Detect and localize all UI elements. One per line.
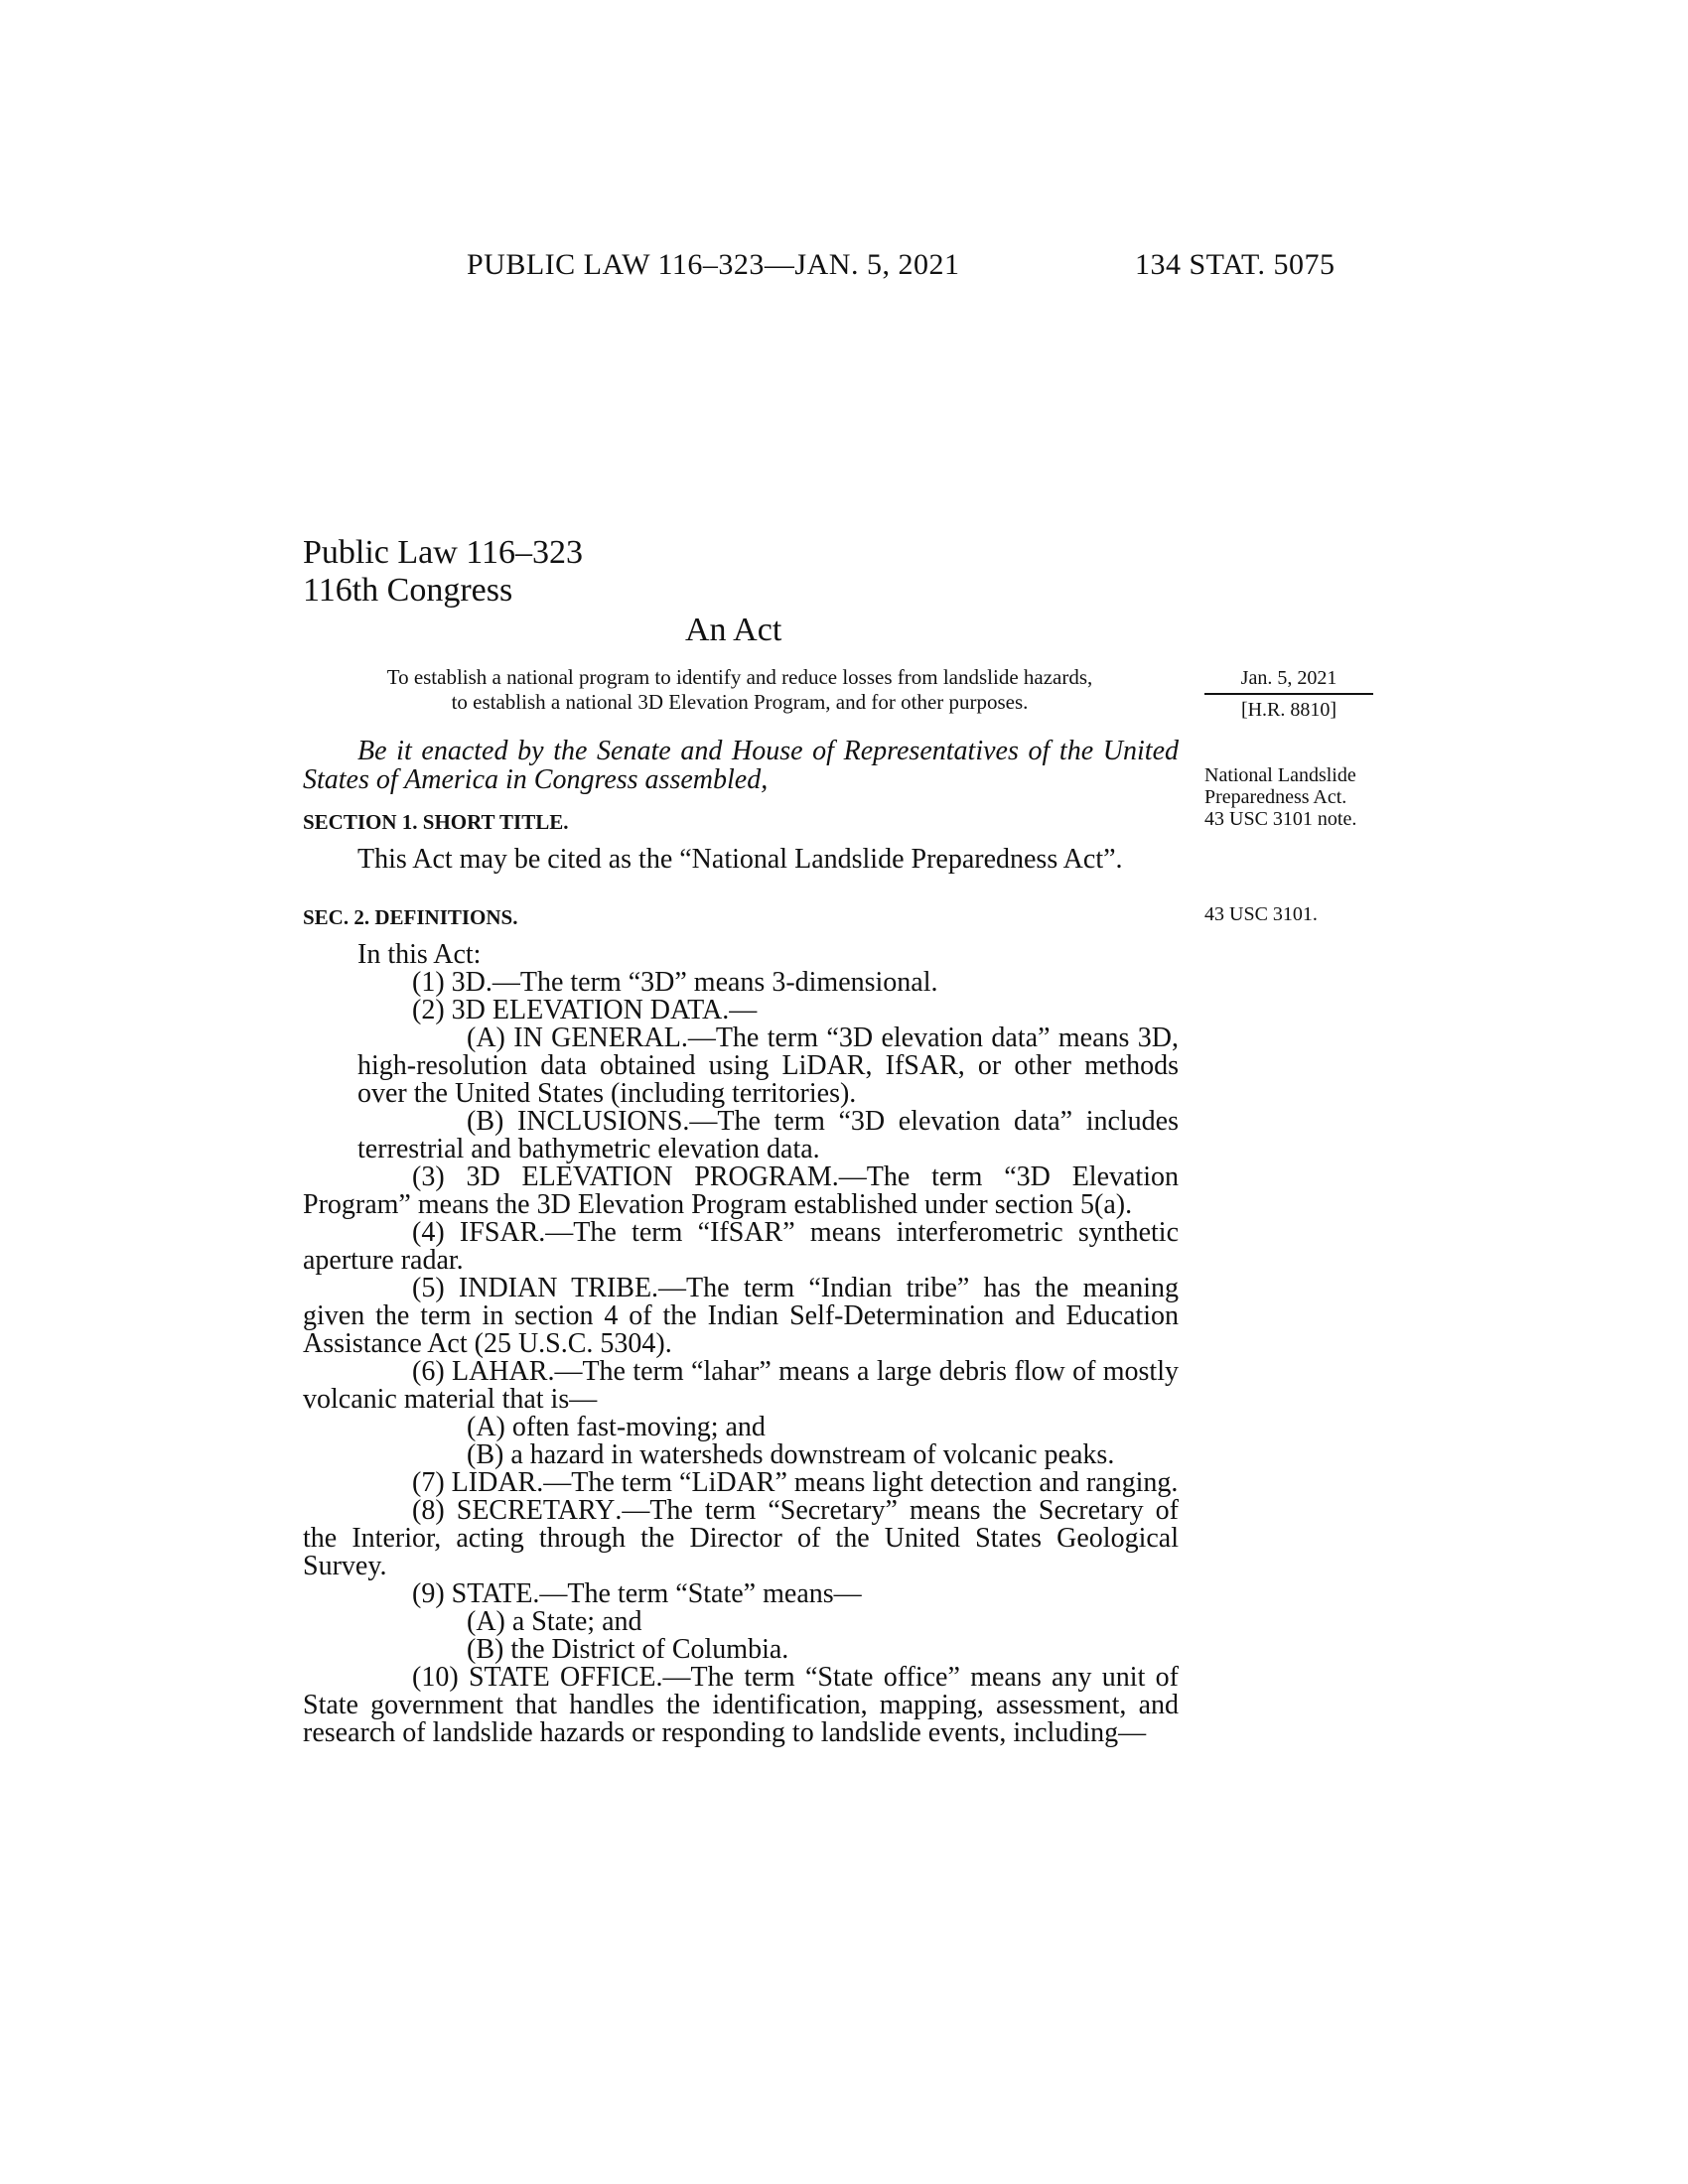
definition-5: (5) INDIAN TRIBE.—The term “Indian tribe” has the meaning given the term in section 4 of the Indian Self-Determination and Education Assistance Act (25 U.S.C. 5304). bbox=[303, 1273, 1179, 1359]
definition-9: (9) STATE.—The term “State” means— bbox=[412, 1578, 862, 1609]
enactment-date: Jan. 5, 2021 bbox=[1240, 667, 1337, 689]
section-1-heading: SECTION 1. SHORT TITLE. bbox=[303, 810, 569, 834]
law-title bbox=[303, 534, 583, 610]
definition-2a: (A) IN GENERAL.—The term “3D elevation data” means 3D, high-resolution data obtained using LiDAR, IfSAR, or other methods over the United States (including territories). bbox=[357, 1023, 1179, 1109]
sidebar-rule bbox=[1204, 693, 1373, 695]
section-2-heading: SEC. 2. DEFINITIONS. bbox=[303, 905, 518, 929]
enacting-clause: Be it enacted by the Senate and House of Representatives of the United States of America in Congress assembled, bbox=[303, 736, 1179, 795]
section-1-body: This Act may be cited as the “National Landslide Preparedness Act”. bbox=[357, 844, 1123, 875]
definition-4: (4) IFSAR.—The term “IfSAR” means interferometric synthetic aperture radar. bbox=[303, 1217, 1179, 1276]
definition-6a: (A) often fast-moving; and bbox=[467, 1412, 766, 1442]
definitions-intro: In this Act: bbox=[357, 939, 482, 970]
public-law-number: Public Law 116–323 bbox=[303, 534, 584, 571]
bill-number: [H.R. 8810] bbox=[1240, 699, 1337, 721]
section-2-body bbox=[303, 941, 1179, 1747]
definition-9a: (A) a State; and bbox=[467, 1606, 642, 1637]
definition-6: (6) LAHAR.—The term “lahar” means a large debris flow of mostly volcanic material that is— bbox=[303, 1356, 1179, 1415]
definition-2: (2) 3D ELEVATION DATA.— bbox=[412, 995, 758, 1025]
margin-note-definitions: 43 USC 3101. bbox=[1204, 903, 1318, 925]
margin-note-short-title: National Landslide Preparedness Act. 43 USC 3101 note. bbox=[1204, 764, 1357, 830]
act-heading: An Act bbox=[685, 612, 782, 648]
page-number: 134 STAT. 5075 bbox=[1135, 248, 1336, 281]
definition-3: (3) 3D ELEVATION PROGRAM.—The term “3D Elevation Program” means the 3D Elevation Program established under section 5(a). bbox=[303, 1161, 1179, 1220]
congress-number: 116th Congress bbox=[303, 572, 513, 609]
definition-1: (1) 3D.—The term “3D” means 3-dimensional. bbox=[412, 967, 938, 998]
purpose-statement: To establish a national program to identify and reduce losses from landslide hazards, to establish a national 3D Elevation Program, and for other purposes. bbox=[386, 665, 1093, 714]
definition-7: (7) LIDAR.—The term “LiDAR” means light detection and ranging. bbox=[412, 1467, 1179, 1498]
definition-8: (8) SECRETARY.—The term “Secretary” means the Secretary of the Interior, acting through the Director of the United States Geological Survey. bbox=[303, 1495, 1179, 1581]
definition-10: (10) STATE OFFICE.—The term “State office” means any unit of State government that handles the identification, mapping, assessment, and research of landslide hazards or responding to landslide events, including— bbox=[303, 1662, 1179, 1748]
running-head-left: PUBLIC LAW 116–323—JAN. 5, 2021 bbox=[467, 248, 960, 281]
definition-9b: (B) the District of Columbia. bbox=[467, 1634, 789, 1665]
definition-2b: (B) INCLUSIONS.—The term “3D elevation data” includes terrestrial and bathymetric elevation data. bbox=[357, 1106, 1180, 1164]
definition-6b: (B) a hazard in watersheds downstream of volcanic peaks. bbox=[467, 1439, 1115, 1470]
